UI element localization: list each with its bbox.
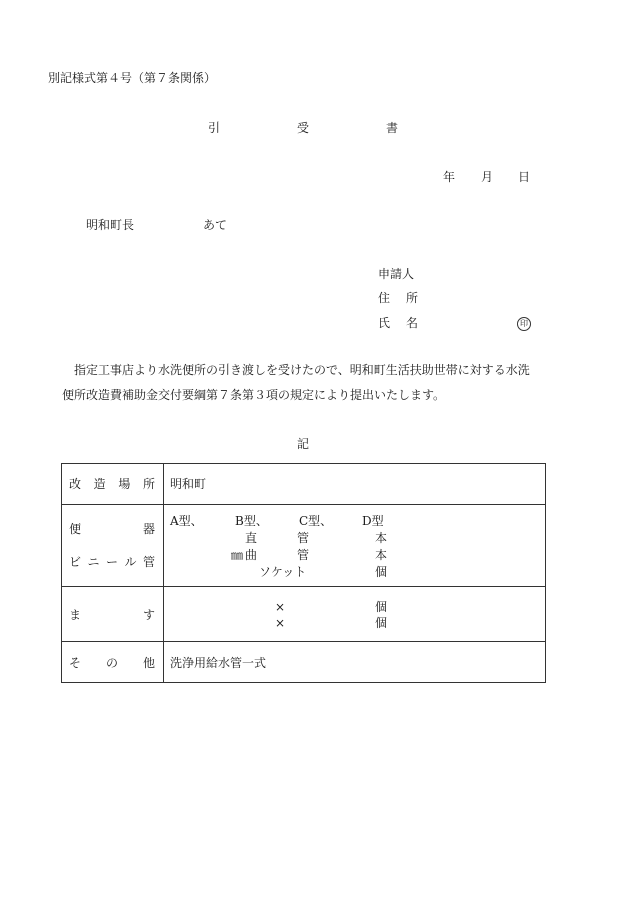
location-value: 明和町 [170,477,207,491]
toilet-type-a: A型、 [170,514,203,528]
date-year: 年 [443,170,456,184]
label-char: 曲 [245,548,258,562]
label-char: 直 [245,531,258,545]
label-char: 氏 [378,316,391,330]
ki-heading: 記 [297,437,310,451]
straight-pipe-unit: 本 [375,531,388,545]
applicant-address-label [378,291,418,305]
applicant-name-label [378,316,418,330]
bent-pipe-unit: 本 [375,548,388,562]
basin-unit-2: 個 [375,616,388,630]
basin-times-1: × [275,600,286,614]
applicant-heading: 申請人 [378,267,415,281]
title-char: 引 [208,121,221,135]
body-line-1: 指定工事店より水洗便所の引き渡しを受けたので、明和町生活扶助世帯に対する水洗 [74,363,530,377]
body-line-2: 便所改造費補助金交付要綱第７条第３項の規定により提出いたします。 [62,388,446,402]
row-label-basin [62,587,164,642]
other-value: 洗浄用給水管一式 [170,656,267,670]
date-month: 月 [481,170,494,184]
label-char: 管 [296,548,309,562]
label-char: 所 [405,291,418,305]
row-label-fixtures [62,505,164,587]
row-label-location [62,464,164,505]
label-char: 造 [93,477,106,491]
label-char: ー [105,555,118,569]
date-day: 日 [518,170,531,184]
label-char: ル [124,555,137,569]
label-char: 器 [142,522,155,536]
mm-unit: ㎜ [231,548,244,562]
label-char: ま [69,608,82,622]
seal-icon: 印 [517,317,531,331]
row-value-basin [164,587,546,642]
socket-unit: 個 [375,565,388,579]
form-number: 別記様式第４号（第７条関係） [48,71,217,85]
label-char: 場 [118,477,131,491]
basin-unit-1: 個 [375,600,388,614]
label-char: ニ [87,555,100,569]
label-char: 管 [142,555,155,569]
table-row-fixtures [62,505,546,587]
addressee-suffix: あて [203,218,228,232]
row-value-location [164,464,546,505]
label-char: す [142,608,155,622]
label-char: ビ [69,555,82,569]
label-char: そ [69,656,82,670]
straight-pipe-label [245,531,309,545]
body-text [62,358,562,408]
row-value-fixtures [164,505,546,587]
title-char: 書 [385,121,398,135]
table-row-location [62,464,546,505]
socket-label: ソケット [259,565,307,579]
document-title [208,121,398,135]
title-char: 受 [296,121,309,135]
bent-pipe-label [245,548,309,562]
label-char: の [105,656,118,670]
toilet-type-c: C型、 [299,514,333,528]
row-value-other [164,642,546,683]
label-char: 他 [142,656,155,670]
table-row-other [62,642,546,683]
label-char: 住 [378,291,391,305]
toilet-type-b: B型、 [235,514,268,528]
label-char: 改 [69,477,82,491]
label-char: 管 [296,531,309,545]
label-char: 所 [142,477,155,491]
label-char: 便 [69,522,82,536]
details-table [61,463,546,683]
basin-times-2: × [275,616,286,630]
table-row-basin [62,587,546,642]
label-char: 名 [405,316,418,330]
row-label-other [62,642,164,683]
addressee-name: 明和町長 [86,218,135,232]
seal-mark [517,315,531,331]
toilet-type-d: D型 [362,514,384,528]
